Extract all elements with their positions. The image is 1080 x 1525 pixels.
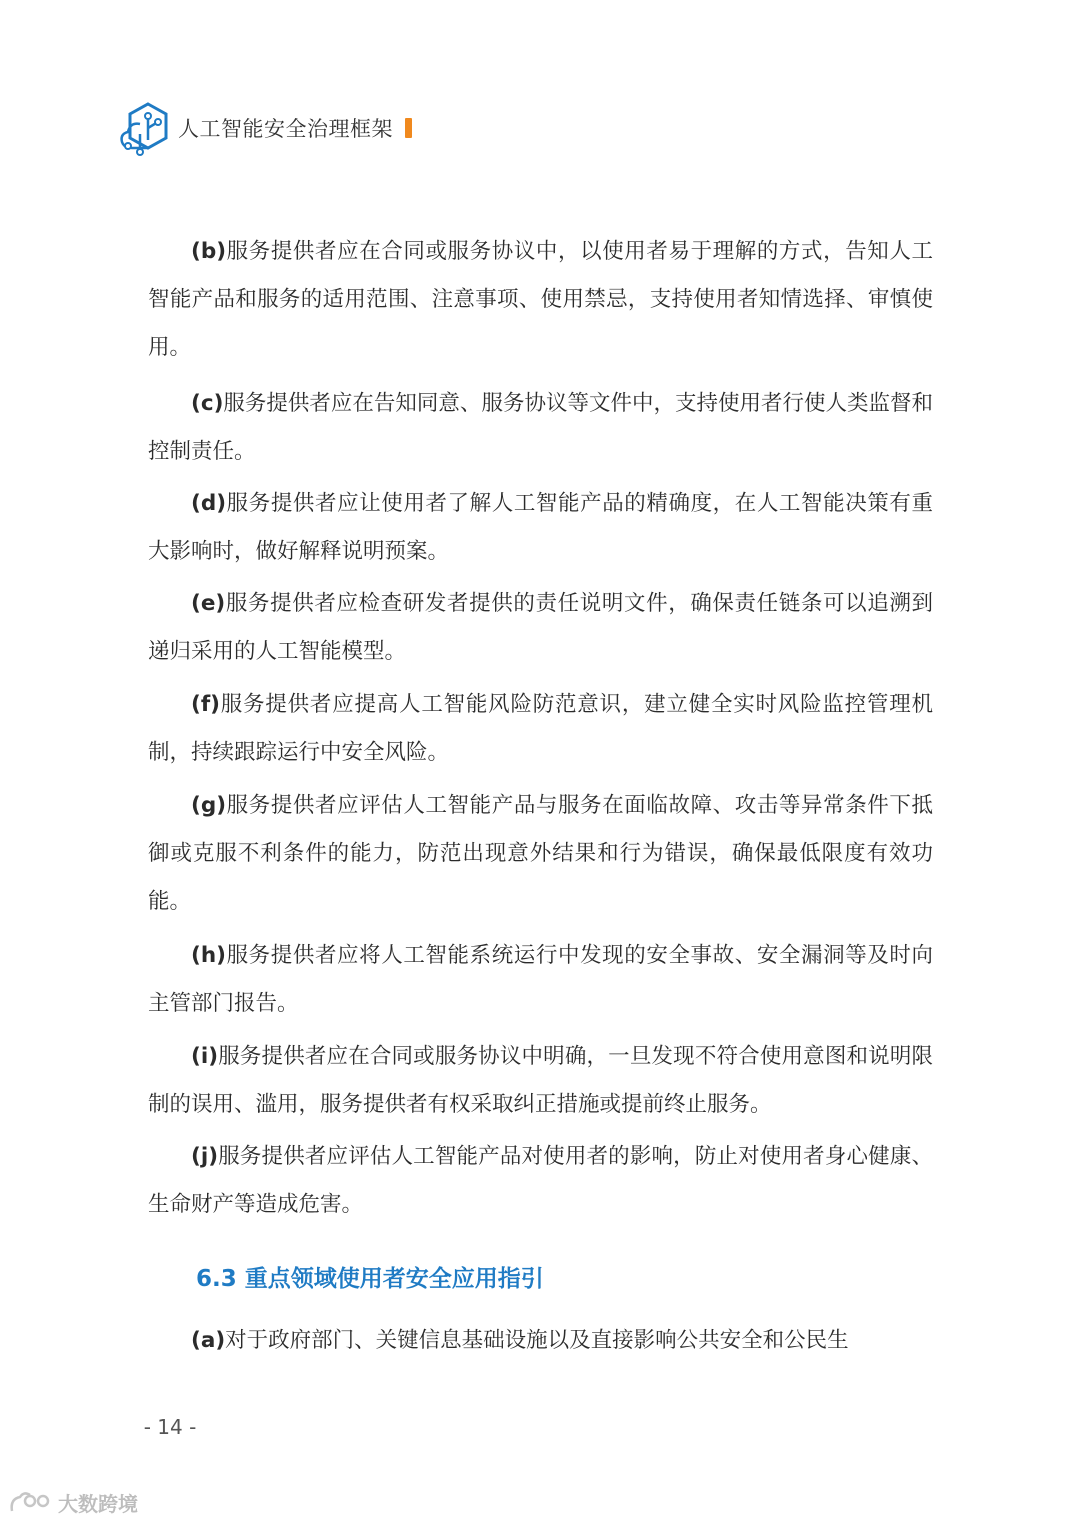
clause-label: (f) bbox=[191, 692, 221, 717]
clause-label: (j) bbox=[191, 1144, 219, 1169]
clause-d bbox=[148, 480, 933, 576]
clause-h bbox=[148, 932, 933, 1028]
watermark-logo-icon bbox=[8, 1489, 54, 1517]
title-accent-bar bbox=[405, 118, 412, 138]
circuit-hexagon-icon bbox=[118, 100, 170, 156]
watermark bbox=[8, 1488, 138, 1517]
clause-i bbox=[148, 1033, 933, 1129]
clause-label: (b) bbox=[191, 239, 227, 264]
document-title: 人工智能安全治理框架 bbox=[178, 117, 393, 141]
clause-label: (h) bbox=[191, 943, 226, 968]
section-heading: 6.3 重点领域使用者安全应用指引 bbox=[196, 1266, 544, 1292]
watermark-text: 大数跨境 bbox=[58, 1492, 138, 1516]
clause-label: (c) bbox=[191, 391, 224, 416]
clause-label: (i) bbox=[191, 1044, 219, 1069]
clause-f bbox=[148, 681, 933, 777]
page-number: - 14 - bbox=[143, 1415, 197, 1439]
page-header bbox=[118, 100, 412, 156]
clause-text: 服务提供者应在合同或服务协议中明确，一旦发现不符合使用意图和说明限制的误用、滥用，服务提供者有权采取纠正措施或提前终止服务。 bbox=[148, 1044, 933, 1117]
clause-g bbox=[148, 782, 933, 926]
clause-text: 服务提供者应在告知同意、服务协议等文件中，支持使用者行使人类监督和控制责任。 bbox=[148, 391, 933, 464]
clause-label: (a) bbox=[191, 1328, 226, 1353]
clause-text: 服务提供者应让使用者了解人工智能产品的精确度，在人工智能决策有重大影响时，做好解释说明预案。 bbox=[148, 491, 933, 564]
clause-text: 服务提供者应在合同或服务协议中，以使用者易于理解的方式，告知人工智能产品和服务的适用范围、注意事项、使用禁忌，支持使用者知情选择、审慎使用。 bbox=[148, 239, 933, 360]
clause-label: (d) bbox=[191, 491, 227, 516]
clause-text: 服务提供者应提高人工智能风险防范意识，建立健全实时风险监控管理机制，持续跟踪运行中安全风险。 bbox=[148, 692, 933, 765]
clause-j bbox=[148, 1133, 933, 1229]
clause-text: 服务提供者应评估人工智能产品与服务在面临故障、攻击等异常条件下抵御或克服不利条件的能力，防范出现意外结果和行为错误，确保最低限度有效功能。 bbox=[148, 793, 933, 914]
clause-label: (e) bbox=[191, 591, 226, 616]
clause-text: 服务提供者应将人工智能系统运行中发现的安全事故、安全漏洞等及时向主管部门报告。 bbox=[148, 943, 933, 1016]
clause-text: 服务提供者应评估人工智能产品对使用者的影响，防止对使用者身心健康、生命财产等造成危害。 bbox=[148, 1144, 933, 1217]
clause-text: 服务提供者应检查研发者提供的责任说明文件，确保责任链条可以追溯到递归采用的人工智能模型。 bbox=[148, 591, 933, 664]
clause-b bbox=[148, 228, 933, 372]
clause-e bbox=[148, 580, 933, 676]
clause-a bbox=[148, 1317, 933, 1365]
clause-text: 对于政府部门、关键信息基础设施以及直接影响公共安全和公民生 bbox=[225, 1328, 849, 1353]
clause-c bbox=[148, 380, 933, 476]
clause-label: (g) bbox=[191, 793, 227, 818]
